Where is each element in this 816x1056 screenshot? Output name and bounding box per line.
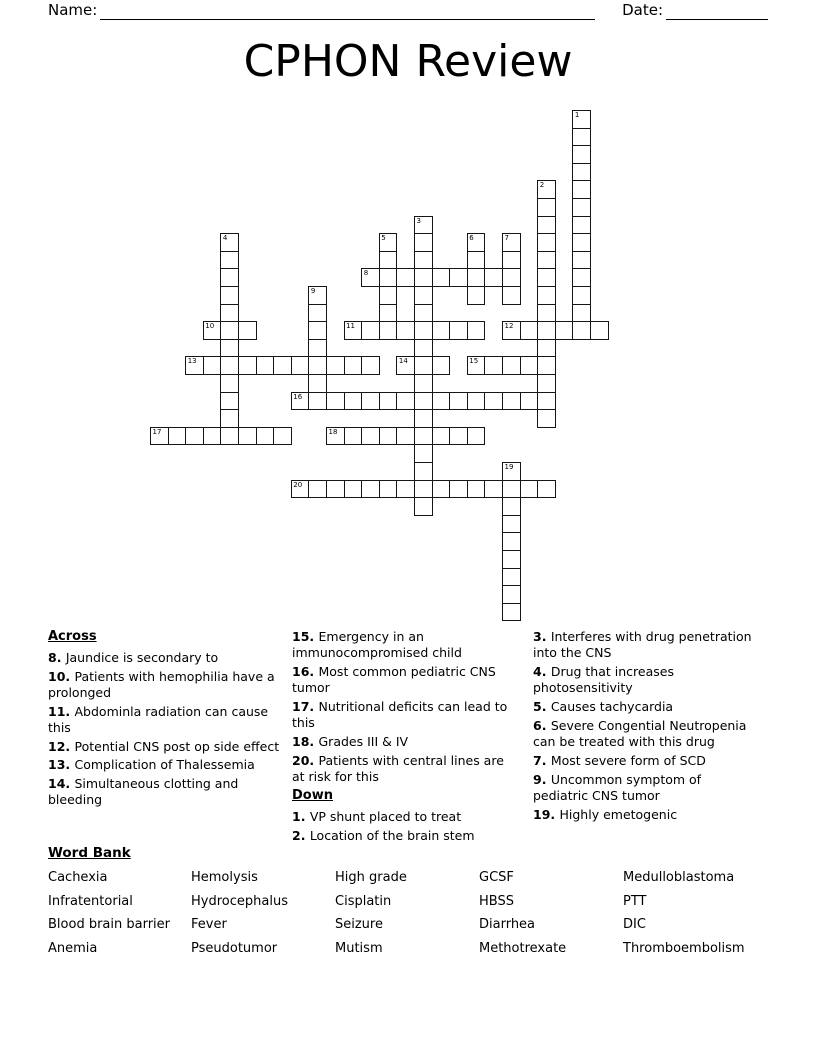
word-bank-word: PTT <box>623 893 647 909</box>
cell-number: 2 <box>539 181 545 190</box>
word-bank-word: Methotrexate <box>479 940 567 956</box>
grid-cell-8-20[interactable] <box>502 251 521 270</box>
clue-number: 13. <box>48 757 75 773</box>
cell-number: 9 <box>310 287 316 295</box>
clue-number: 16. <box>292 664 319 679</box>
clue-down-2: 2. Location of the brain stem <box>292 827 475 843</box>
clue-across-14: 14. Simultaneous clotting and bleeding <box>48 776 239 808</box>
word-bank-word: Seizure <box>335 917 383 932</box>
cell-number: 1 <box>574 111 580 119</box>
clue-across-12: 12. Potential CNS post op side effect <box>48 738 280 754</box>
grid-cell-8-18[interactable] <box>467 251 486 270</box>
grid-cell-12-16[interactable] <box>432 321 451 340</box>
grid-cell-18-11[interactable] <box>344 427 363 446</box>
name-input-line[interactable] <box>100 0 595 20</box>
grid-cell-7-22[interactable] <box>537 233 556 252</box>
cell-number: 6 <box>469 234 474 243</box>
across-clues-list-1 <box>48 650 280 809</box>
clue-number: 6. <box>533 717 551 733</box>
grid-cell-6-22[interactable] <box>537 216 556 235</box>
cell-number: 11 <box>346 322 356 331</box>
cell-number: 10 <box>205 322 215 331</box>
cell-number: 7 <box>504 234 509 243</box>
word-bank-word: High grade <box>335 870 407 885</box>
grid-cell-14-22[interactable] <box>537 356 556 375</box>
grid-cell-18-1[interactable] <box>168 427 187 446</box>
grid-cell-12-12[interactable] <box>361 321 380 340</box>
grid-cell-21-17[interactable] <box>449 480 468 499</box>
cell-number: 8 <box>363 269 369 278</box>
clue-across-8: 8. Jaundice is secondary to <box>48 649 219 665</box>
grid-cell-14-5[interactable] <box>238 356 257 375</box>
clue-down-9: 9. Uncommon symptom of pediatric CNS tumor <box>533 771 702 803</box>
grid-cell-14-14[interactable] <box>396 356 415 375</box>
clue-number: 7. <box>533 752 551 768</box>
grid-cell-22-15[interactable] <box>414 497 433 516</box>
grid-cell-14-3[interactable] <box>203 356 222 375</box>
grid-cell-18-2[interactable] <box>185 427 204 446</box>
grid-cell-11-4[interactable] <box>220 304 239 323</box>
grid-cell-9-14[interactable] <box>396 268 415 287</box>
grid-cell-18-12[interactable] <box>361 427 380 446</box>
clue-number: 18. <box>292 734 319 749</box>
cell-number: 4 <box>222 234 228 243</box>
grid-cell-13-22[interactable] <box>537 339 556 358</box>
grid-cell-18-16[interactable] <box>432 427 451 446</box>
grid-cell-14-4[interactable] <box>220 356 239 375</box>
grid-cell-12-17[interactable] <box>449 321 468 340</box>
grid-cell-12-25[interactable] <box>590 321 609 340</box>
cell-number: 15 <box>469 357 479 366</box>
date-input-line[interactable] <box>666 0 768 20</box>
grid-cell-4-22[interactable] <box>537 180 556 199</box>
grid-cell-22-20[interactable] <box>502 497 521 516</box>
grid-cell-9-16[interactable] <box>432 268 451 287</box>
word-bank-list <box>48 870 768 956</box>
grid-cell-7-13[interactable] <box>379 233 398 252</box>
grid-cell-21-15[interactable] <box>414 480 433 499</box>
grid-cell-15-4[interactable] <box>220 374 239 393</box>
grid-cell-20-15[interactable] <box>414 462 433 481</box>
clue-down-3: 3. Interferes with drug penetration into the CNS <box>533 629 752 661</box>
grid-cell-12-3[interactable] <box>203 321 222 340</box>
grid-cell-14-7[interactable] <box>273 356 292 375</box>
clue-across-17: 17. Nutritional deficits can lead to this <box>292 699 508 731</box>
grid-cell-14-8[interactable] <box>291 356 310 375</box>
grid-cell-21-12[interactable] <box>361 480 380 499</box>
clues-column-2 <box>292 629 518 847</box>
grid-cell-1-24[interactable] <box>572 128 591 147</box>
grid-cell-10-9[interactable] <box>308 286 327 305</box>
clue-across-20: 20. Patients with central lines are at risk for this <box>292 752 504 784</box>
grid-cell-25-20[interactable] <box>502 550 521 569</box>
word-bank-word: Mutism <box>335 940 383 956</box>
word-bank-word: Cisplatin <box>335 893 392 909</box>
clue-across-13: 13. Complication of Thalessemia <box>48 757 255 773</box>
grid-cell-11-9[interactable] <box>308 304 327 323</box>
grid-cell-12-18[interactable] <box>467 321 486 340</box>
clue-down-4: 4. Drug that increases photosensitivity <box>533 664 674 696</box>
word-bank-word: GCSF <box>479 870 514 885</box>
cell-number: 14 <box>398 357 408 366</box>
grid-cell-21-10[interactable] <box>326 480 345 499</box>
word-bank-word: Anemia <box>48 940 98 956</box>
grid-cell-21-14[interactable] <box>396 480 415 499</box>
word-bank-word: Cachexia <box>48 870 108 885</box>
grid-cell-12-14[interactable] <box>396 321 415 340</box>
grid-cell-7-18[interactable] <box>467 233 486 252</box>
clue-number: 12. <box>48 738 75 754</box>
name-date-row <box>48 0 768 20</box>
grid-cell-15-15[interactable] <box>414 374 433 393</box>
grid-cell-14-20[interactable] <box>502 356 521 375</box>
grid-cell-14-18[interactable] <box>467 356 486 375</box>
date-label: Date: <box>622 1 663 19</box>
clues-column-1 <box>48 629 280 811</box>
grid-cell-13-9[interactable] <box>308 339 327 358</box>
clue-number: 3. <box>533 629 551 644</box>
clue-number: 2. <box>292 827 310 843</box>
cell-number: 3 <box>416 216 421 225</box>
grid-cell-12-4[interactable] <box>220 321 239 340</box>
grid-cell-27-20[interactable] <box>502 585 521 604</box>
grid-cell-18-5[interactable] <box>238 427 257 446</box>
grid-cell-14-2[interactable] <box>185 356 204 375</box>
grid-cell-18-4[interactable] <box>220 427 239 446</box>
word-bank-section <box>48 845 768 956</box>
word-bank-word: HBSS <box>479 893 514 909</box>
grid-cell-21-13[interactable] <box>379 480 398 499</box>
grid-cell-21-22[interactable] <box>537 480 556 499</box>
grid-cell-12-24[interactable] <box>572 321 591 340</box>
grid-cell-21-18[interactable] <box>467 480 486 499</box>
grid-cell-14-11[interactable] <box>344 356 363 375</box>
cell-number: 17 <box>152 427 162 436</box>
grid-cell-9-4[interactable] <box>220 268 239 287</box>
page-title: CPHON Review <box>243 36 573 87</box>
grid-cell-9-19[interactable] <box>484 268 503 287</box>
word-bank-word: Blood brain barrier <box>48 917 171 932</box>
word-bank-header: Word Bank <box>48 845 131 861</box>
clue-down-1: 1. VP shunt placed to treat <box>292 809 462 825</box>
clue-number: 15. <box>292 629 319 644</box>
clue-number: 4. <box>533 664 551 679</box>
grid-cell-9-20[interactable] <box>502 268 521 287</box>
clue-number: 11. <box>48 703 75 719</box>
grid-cell-10-24[interactable] <box>572 286 591 305</box>
clue-down-7: 7. Most severe form of SCD <box>533 752 706 768</box>
down-clues-list-1 <box>292 809 518 844</box>
grid-cell-21-19[interactable] <box>484 480 503 499</box>
clues-column-3 <box>533 629 759 825</box>
word-bank-word: Pseudotumor <box>191 940 278 956</box>
clue-number: 8. <box>48 649 66 665</box>
grid-cell-12-11[interactable] <box>344 321 363 340</box>
word-bank-word: Hemolysis <box>191 870 258 885</box>
name-label: Name: <box>48 1 98 19</box>
grid-cell-9-15[interactable] <box>414 268 433 287</box>
grid-cell-8-13[interactable] <box>379 251 398 270</box>
grid-cell-13-15[interactable] <box>414 339 433 358</box>
grid-cell-12-13[interactable] <box>379 321 398 340</box>
down-header: Down <box>292 788 333 804</box>
grid-cell-10-18[interactable] <box>467 286 486 305</box>
grid-cell-14-15[interactable] <box>414 356 433 375</box>
grid-cell-12-15[interactable] <box>414 321 433 340</box>
clue-number: 5. <box>533 699 551 714</box>
grid-cell-12-23[interactable] <box>555 321 574 340</box>
grid-cell-16-8[interactable] <box>291 392 310 411</box>
grid-cell-0-24[interactable] <box>572 110 591 129</box>
cell-number: 5 <box>381 234 386 243</box>
grid-cell-16-4[interactable] <box>220 392 239 411</box>
clue-number: 1. <box>292 809 310 825</box>
grid-cell-9-24[interactable] <box>572 268 591 287</box>
grid-cell-16-12[interactable] <box>361 392 380 411</box>
grid-cell-8-22[interactable] <box>537 251 556 270</box>
clue-number: 9. <box>533 771 551 787</box>
grid-cell-4-24[interactable] <box>572 180 591 199</box>
grid-cell-26-20[interactable] <box>502 568 521 587</box>
grid-cell-18-7[interactable] <box>273 427 292 446</box>
grid-cell-7-4[interactable] <box>220 233 239 252</box>
grid-cell-8-15[interactable] <box>414 251 433 270</box>
grid-cell-9-12[interactable] <box>361 268 380 287</box>
grid-cell-10-22[interactable] <box>537 286 556 305</box>
grid-cell-19-15[interactable] <box>414 444 433 463</box>
word-bank-word: Fever <box>191 917 227 932</box>
grid-cell-17-15[interactable] <box>414 409 433 428</box>
grid-cell-18-0[interactable] <box>150 427 169 446</box>
grid-cell-16-11[interactable] <box>344 392 363 411</box>
grid-cell-14-19[interactable] <box>484 356 503 375</box>
grid-cell-11-15[interactable] <box>414 304 433 323</box>
cell-number: 12 <box>504 322 514 331</box>
clue-number: 17. <box>292 699 319 714</box>
cell-number: 19 <box>504 463 514 471</box>
grid-cell-14-10[interactable] <box>326 356 345 375</box>
grid-cell-10-15[interactable] <box>414 286 433 305</box>
grid-cell-16-9[interactable] <box>308 392 327 411</box>
grid-cell-9-22[interactable] <box>537 268 556 287</box>
grid-cell-6-15[interactable] <box>414 216 433 235</box>
cell-number: 20 <box>293 480 303 489</box>
grid-cell-11-13[interactable] <box>379 304 398 323</box>
grid-cell-5-22[interactable] <box>537 198 556 217</box>
grid-cell-10-20[interactable] <box>502 286 521 305</box>
grid-cell-16-21[interactable] <box>520 392 539 411</box>
grid-cell-7-20[interactable] <box>502 233 521 252</box>
grid-cell-3-24[interactable] <box>572 163 591 182</box>
grid-cell-18-3[interactable] <box>203 427 222 446</box>
grid-cell-14-6[interactable] <box>256 356 275 375</box>
cell-number: 13 <box>187 357 197 366</box>
grid-cell-12-20[interactable] <box>502 321 521 340</box>
cell-number: 16 <box>293 392 303 401</box>
grid-cell-16-18[interactable] <box>467 392 486 411</box>
grid-cell-16-17[interactable] <box>449 392 468 411</box>
clue-down-19: 19. Highly emetogenic <box>533 806 678 822</box>
grid-cell-21-9[interactable] <box>308 480 327 499</box>
grid-cell-6-24[interactable] <box>572 216 591 235</box>
grid-cell-12-9[interactable] <box>308 321 327 340</box>
grid-cell-8-4[interactable] <box>220 251 239 270</box>
grid-cell-18-10[interactable] <box>326 427 345 446</box>
grid-cell-14-9[interactable] <box>308 356 327 375</box>
grid-cell-14-16[interactable] <box>432 356 451 375</box>
grid-cell-13-4[interactable] <box>220 339 239 358</box>
grid-cell-11-24[interactable] <box>572 304 591 323</box>
grid-cell-7-24[interactable] <box>572 233 591 252</box>
word-bank-word: Thromboembolism <box>623 940 745 956</box>
grid-cell-21-8[interactable] <box>291 480 310 499</box>
grid-cell-15-9[interactable] <box>308 374 327 393</box>
clue-down-5: 5. Causes tachycardia <box>533 699 674 714</box>
grid-cell-12-5[interactable] <box>238 321 257 340</box>
grid-cell-18-14[interactable] <box>396 427 415 446</box>
grid-cell-10-13[interactable] <box>379 286 398 305</box>
word-bank-word: Diarrhea <box>479 917 536 932</box>
clue-number: 10. <box>48 668 75 684</box>
clue-number: 19. <box>533 806 560 822</box>
grid-cell-21-16[interactable] <box>432 480 451 499</box>
clue-number: 20. <box>292 752 319 768</box>
grid-cell-17-22[interactable] <box>537 409 556 428</box>
grid-cell-12-22[interactable] <box>537 321 556 340</box>
grid-cell-17-4[interactable] <box>220 409 239 428</box>
grid-cell-14-21[interactable] <box>520 356 539 375</box>
clue-across-15: 15. Emergency in an immunocompromised child <box>292 629 462 661</box>
word-bank-word: Hydrocephalus <box>191 893 288 909</box>
grid-cell-9-18[interactable] <box>467 268 486 287</box>
clue-across-10: 10. Patients with hemophilia have a prolonged <box>48 668 275 700</box>
grid-cell-12-21[interactable] <box>520 321 539 340</box>
clue-across-18: 18. Grades III & IV <box>292 734 409 749</box>
grid-cell-11-22[interactable] <box>537 304 556 323</box>
clue-across-16: 16. Most common pediatric CNS tumor <box>292 664 496 696</box>
word-bank-word: Infratentorial <box>48 893 133 909</box>
grid-cell-2-24[interactable] <box>572 145 591 164</box>
grid-cell-16-15[interactable] <box>414 392 433 411</box>
grid-cell-7-15[interactable] <box>414 233 433 252</box>
grid-cell-10-4[interactable] <box>220 286 239 305</box>
grid-cell-16-20[interactable] <box>502 392 521 411</box>
grid-cell-18-18[interactable] <box>467 427 486 446</box>
grid-cell-8-24[interactable] <box>572 251 591 270</box>
grid-cell-16-19[interactable] <box>484 392 503 411</box>
clue-across-11: 11. Abdominla radiation can cause this <box>48 703 269 735</box>
grid-cell-15-22[interactable] <box>537 374 556 393</box>
grid-cell-20-20[interactable] <box>502 462 521 481</box>
grid-cell-14-12[interactable] <box>361 356 380 375</box>
grid-cell-9-13[interactable] <box>379 268 398 287</box>
cell-number: 18 <box>328 427 338 436</box>
grid-cell-21-11[interactable] <box>344 480 363 499</box>
grid-cell-5-24[interactable] <box>572 198 591 217</box>
grid-cell-18-13[interactable] <box>379 427 398 446</box>
across-clues-list-2 <box>292 629 518 785</box>
word-bank-word: DIC <box>623 917 646 932</box>
down-clues-list-2 <box>533 629 759 823</box>
grid-cell-16-14[interactable] <box>396 392 415 411</box>
grid-cell-28-20[interactable] <box>502 603 521 622</box>
grid-cell-21-20[interactable] <box>502 480 521 499</box>
grid-cell-21-21[interactable] <box>520 480 539 499</box>
grid-cell-24-20[interactable] <box>502 532 521 551</box>
grid-cell-16-13[interactable] <box>379 392 398 411</box>
grid-cell-16-16[interactable] <box>432 392 451 411</box>
grid-cell-23-20[interactable] <box>502 515 521 534</box>
grid-cell-18-6[interactable] <box>256 427 275 446</box>
clue-number: 14. <box>48 776 75 792</box>
across-header: Across <box>48 629 97 644</box>
grid-cell-18-17[interactable] <box>449 427 468 446</box>
grid-cell-16-10[interactable] <box>326 392 345 411</box>
grid-cell-9-17[interactable] <box>449 268 468 287</box>
grid-cell-16-22[interactable] <box>537 392 556 411</box>
clue-down-6: 6. Severe Congential Neutropenia can be treated with this drug <box>533 717 747 749</box>
word-bank-word: Medulloblastoma <box>623 870 735 885</box>
grid-cell-18-15[interactable] <box>414 427 433 446</box>
